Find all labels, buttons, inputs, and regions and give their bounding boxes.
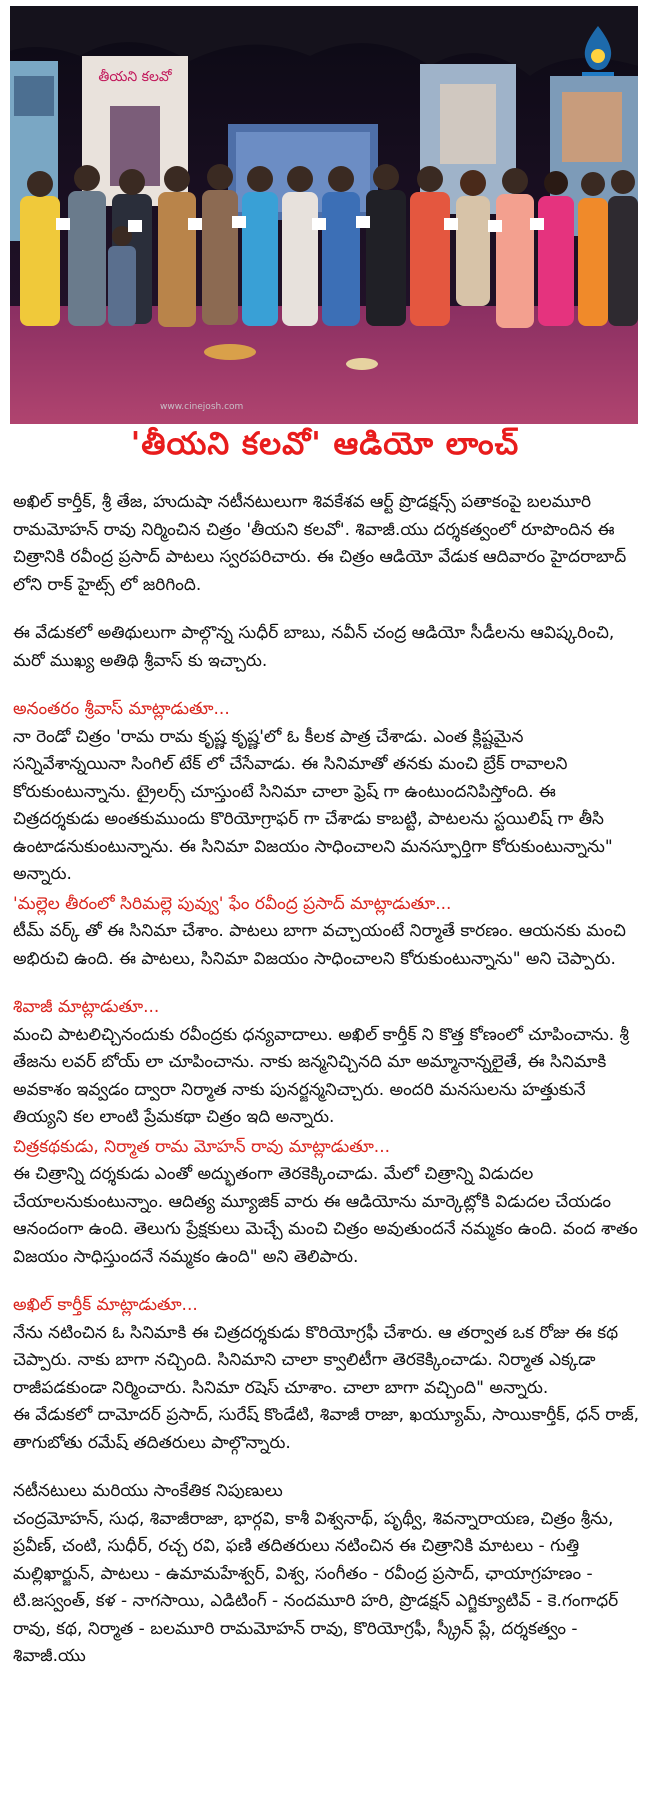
logo-icon xyxy=(576,24,620,80)
heading-sivaji: శివాజీ మాట్లాడుతూ... xyxy=(13,997,160,1017)
paragraph-akhil: నేను నటించిన ఓ సినిమాకి ఈ చిత్రదర్శకుడు కొరియోగ్రఫీ చేశారు. ఆ తర్వాత ఒక రోజు ఈ కథ చెప్పారు. నాకు బాగా నచ్చింది. సినిమాని చాలా క్వాలిటీగా తెరకెక్కించాడు. నిర్మాత ఎక్కడా రాజీపడకుండా నిర్మించారు. సినిమా రషెస్ చూశాం. చాలా బాగా వచ్చింది" అన్నారు. xyxy=(13,1322,619,1398)
heading-srivas: అనంతరం శ్రీవాస్ మాట్లాడుతూ... xyxy=(13,699,230,719)
paragraph-intro: అఖిల్ కార్తీక్, శ్రీ తేజ, హుదుషా నటీనటులుగా శివకేశవ ఆర్ట్ ప్రొడక్షన్స్ పతాకంపై బలమూరి రామమోహన్ రావు నిర్మించిన చిత్రం 'తీయని కలవో'. శివాజీ.యు దర్శకత్వంలో రూపొందిన ఈ చిత్రానికి రవీంద్ర ప్రసాద్ పాటలు స్వరపరిచారు. ఈ చిత్రం ఆడియో వేడుక ఆదివారం హైదరాబాద్ లోని రాక్ హైట్స్ లో జరిగింది. xyxy=(13,492,627,595)
paragraph-sivaji: మంచి పాటలిచ్చినందుకు రవీంద్రకు ధన్యవాదాలు. అఖిల్ కార్తీక్ ని కొత్త కోణంలో చూపించాను. శ్రీ తేజను లవర్ బోయ్ లా చూపించాను. నాకు జన్మనిచ్చినది మా అమ్మానాన్నలైతే, ఈ సినిమాకి అవకాశం ఇవ్వడం ద్వారా నిర్మాత నాకు పునర్జన్మనిచ్చారు. అందరి మనసులను హత్తుకునే తియ్యని కల లాంటి ప్రేమకథా చిత్రం ఇది అన్నారు. xyxy=(13,1024,629,1127)
article-body xyxy=(13,489,641,1671)
heading-producer: చిత్రకథకుడు, నిర్మాత రామ మోహన్ రావు మాట్లాడుతూ... xyxy=(13,1136,391,1157)
event-photo-scene xyxy=(10,6,638,424)
event-photo xyxy=(10,6,638,424)
svg-text:తీయని కలవో: తీయని కలవో xyxy=(98,69,172,85)
paragraph-srivas: నా రెండో చిత్రం 'రామ రామ కృష్ణ కృష్ణ'లో ఓ కీలక పాత్ర చేశాడు. ఎంత క్లిష్టమైన సన్నివేశాన్నయినా సింగిల్ టేక్ లో చేసేవాడు. ఈ సినిమాతో తనకు మంచి బ్రేక్ రావాలని కోరుకుంటున్నాను. ట్రైలర్స్ చూస్తుంటే సినిమా చాలా ఫ్రెష్ గా ఉంటుందనిపిస్తోంది. ఈ చిత్రదర్శకుడు అంతకుముందు కొరియోగ్రాఫర్ గా చేశాడు కాబట్టి, పాటలను స్టయిలిష్ గా తీసి ఉంటాడనుకుంటున్నాను. ఈ సినిమా విజయం సాధించాలని మనస్ఫూర్తిగా కోరుకుంటున్నాను" అన్నారు. xyxy=(13,726,613,884)
paragraph-producer: ఈ చిత్రాన్ని దర్శకుడు ఎంతో అద్భుతంగా తెరకెక్కించాడు. మేలో చిత్రాన్ని విడుదల చేయాలనుకుంటున్నాం. ఆదిత్య మ్యూజిక్ వారు ఈ ఆడియోను మార్కెట్లోకి విడుదల చేయడం ఆనందంగా ఉంది. తెలుగు ప్రేక్షకులు మెచ్చే మంచి చిత్రం అవుతుందనే నమ్మకం ఉంది. వంద శాతం విజయం సాధిస్తుందనే నమ్మకం ఉంది" అని తెలిపారు. xyxy=(13,1164,638,1267)
heading-akhil: అఖిల్ కార్తీక్ మాట్లాడుతూ... xyxy=(13,1295,198,1315)
heading-ravindra: 'మల్లెల తీరంలో సిరిమల్లె పువ్వు' ఫేం రవీంద్ర ప్రసాద్ మాట్లాడుతూ... xyxy=(13,893,452,914)
cast-crew-heading: నటీనటులు మరియు సాంకేతిక నిపుణులు xyxy=(13,1481,283,1501)
paragraph-cast-crew: చంద్రమోహన్, సుధ, శివాజీరాజా, భార్గవి, కాశీ విశ్వనాథ్, పృథ్వీ, శివన్నారాయణ, చిత్రం శ్రీను, ప్రవీణ్, చంటి, సుధీర్, రచ్చ రవి, ఫణి తదితరులు నటించిన ఈ చిత్రానికి మాటలు - గుత్తి మల్లిఖార్జున్, పాటలు - ఉమామహేశ్వర్, విశ్వ, సంగీతం - రవీంద్ర ప్రసాద్, ఛాయాగ్రహణం - టి.జస్వంత్, కళ - నాగసాయి, ఎడిటింగ్ - నందమూరి హరి, ప్రొడక్షన్ ఎగ్జిక్యూటివ్ - కె.గంగాధర్ రావు, కథ, నిర్మాత - బలమూరి రామమోహన్ రావు, కొరియోగ్రఫీ, స్క్రీన్ ప్లే, దర్శకత్వం - శివాజీ.యు xyxy=(13,1508,619,1666)
paragraph-guests: ఈ వేడుకలో అతిథులుగా పాల్గొన్న సుధీర్ బాబు, నవీన్ చంద్ర ఆడియో సీడీలను ఆవిష్కరించి, మరో ముఖ్య అతిథి శ్రీవాస్ కు ఇచ్చారు. xyxy=(13,623,615,671)
paragraph-attendees: ఈ వేడుకలో దామోదర్ ప్రసాద్, సురేష్ కొండేటి, శివాజీ రాజా, ఖయ్యూమ్, సాయికార్తీక్, ధన్ రాజ్, తాగుబోతు రమేష్ తదితరులు పాల్గొన్నారు. xyxy=(13,1405,640,1453)
watermark-text: www.cinejosh.com xyxy=(160,402,244,412)
article-headline: 'తీయని కలవో' ఆడియో లాంచ్ xyxy=(130,426,520,462)
paragraph-ravindra: టీమ్ వర్క్ తో ఈ సినిమా చేశాం. పాటలు బాగా వచ్చాయంటే నిర్మాతే కారణం. ఆయనకు మంచి అభిరుచి ఉంది. ఈ పాటలు, సినిమా విజయం సాధించాలని కోరుకుంటున్నాను" అని చెప్పారు. xyxy=(13,921,626,969)
